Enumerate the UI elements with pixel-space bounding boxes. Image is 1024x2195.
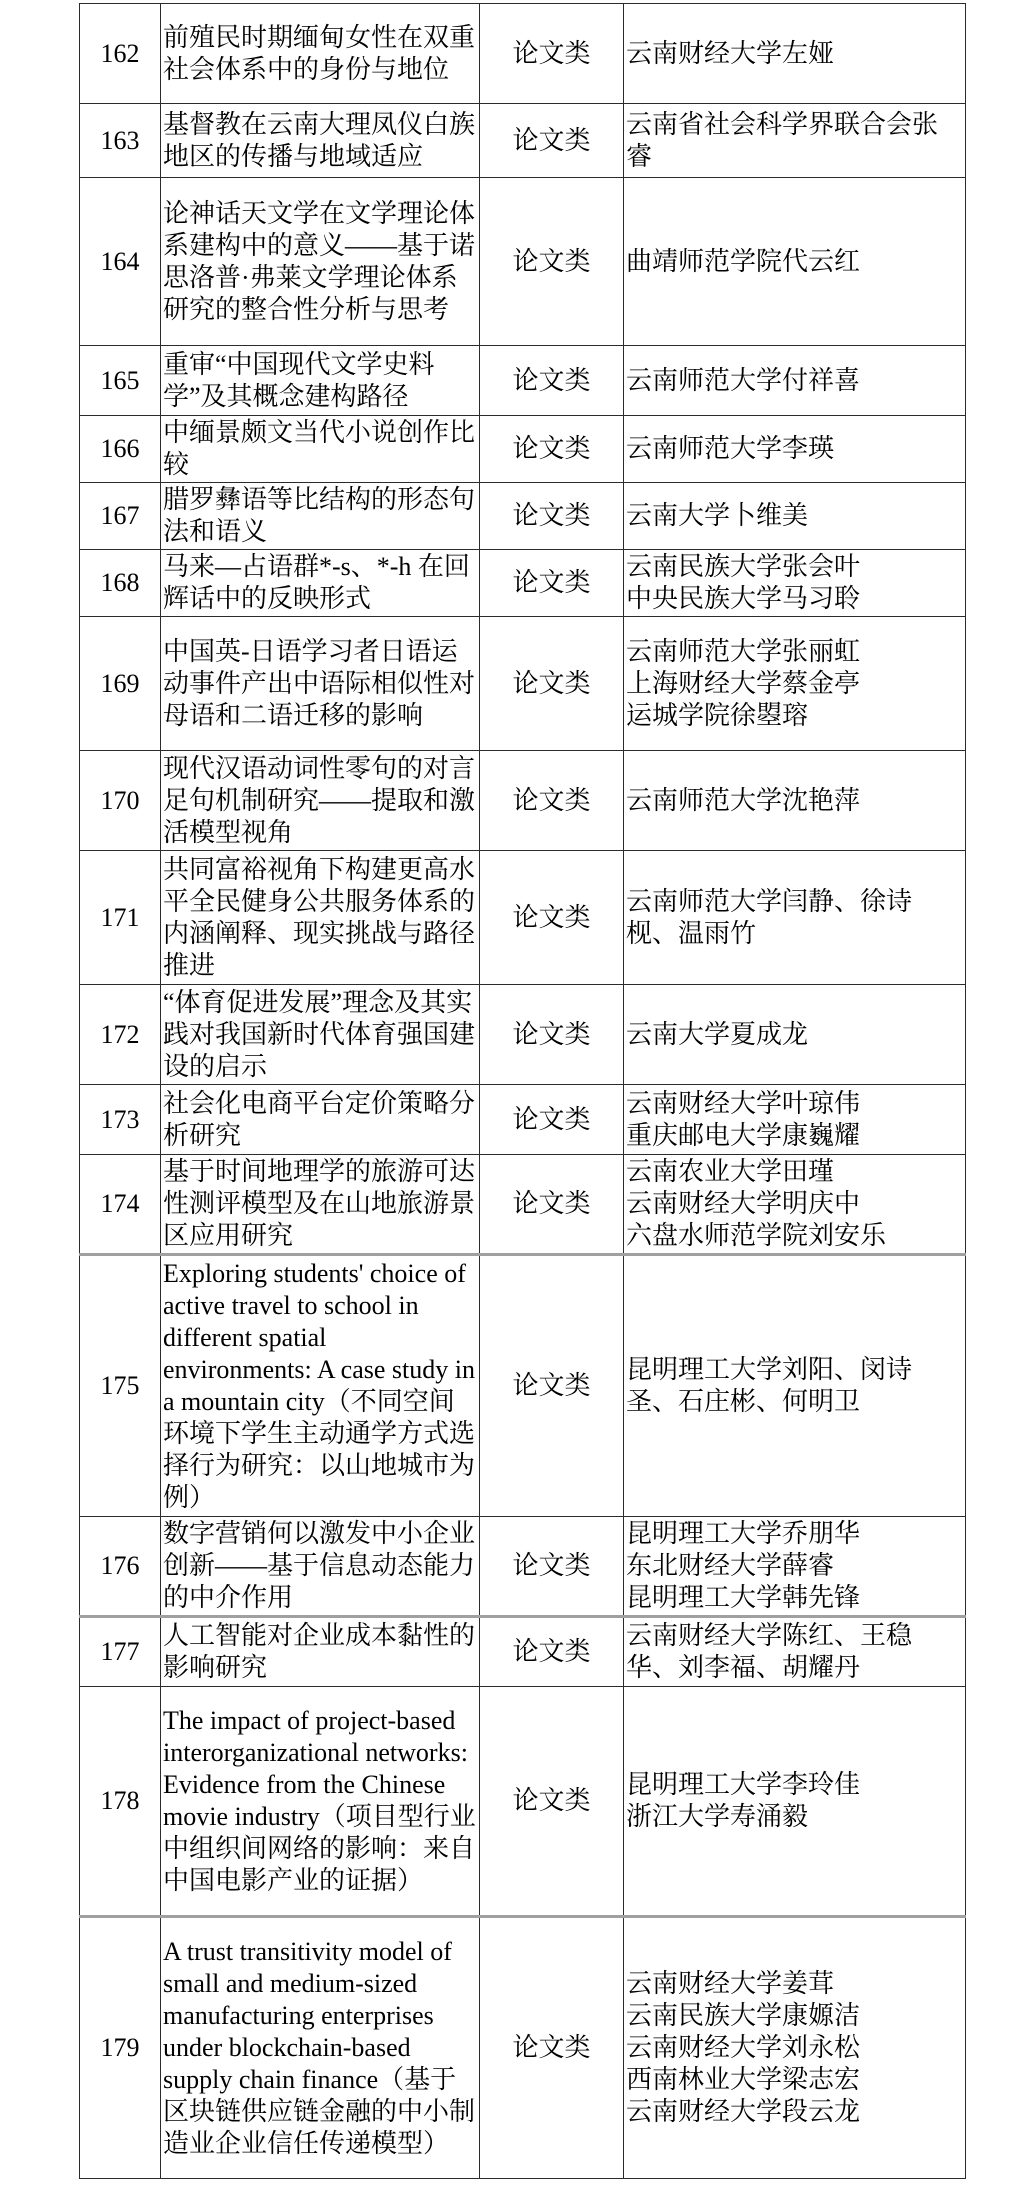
category-cell: 论文类 [480,178,624,346]
title-cell: Exploring students' choice of active travel to school in different spatial environments: A case study in a mountain city（不同空间环境下学生主动通学方式选择行为研究：以山地城市为例） [161,1255,480,1517]
author-line: 云南大学夏成龙 [626,1019,809,1049]
author-line: 云南财经大学明庆中 [626,1189,861,1218]
table-row [80,104,966,178]
author-line: 云南师范大学付祥喜 [626,365,861,395]
authors-cell [624,1517,966,1617]
author-line: 云南财经大学陈红、王稳华、刘李福、胡耀丹 [626,1621,913,1682]
author-line: 六盘水师范学院刘安乐 [626,1221,887,1250]
author-line: 云南财经大学叶琼伟 [626,1088,861,1118]
authors-cell [624,1917,966,2179]
authors-cell [624,1687,966,1917]
table-row [80,416,966,483]
title-cell: 现代汉语动词性零句的对言足句机制研究——提取和激活模型视角 [161,751,480,851]
author-line: 云南财经大学左娅 [626,38,835,68]
authors-cell [624,851,966,985]
table-row [80,1155,966,1255]
author-line: 云南师范大学闫静、徐诗枧、温雨竹 [626,886,913,948]
authors-cell [624,617,966,751]
title-cell: 人工智能对企业成本黏性的影响研究 [161,1617,480,1687]
authors-cell [624,751,966,851]
category-cell: 论文类 [480,346,624,416]
row-number-cell: 166 [80,416,161,483]
title-cell: 社会化电商平台定价策略分析研究 [161,1085,480,1155]
title-cell: 马来—占语群*-s、*-h 在回辉话中的反映形式 [161,550,480,617]
author-line: 上海财经大学蔡金亭 [626,668,861,698]
table-row [80,617,966,751]
table-row [80,483,966,550]
author-line: 昆明理工大学乔朋华 [626,1519,861,1548]
authors-cell [624,104,966,178]
title-cell: 重审“中国现代文学史料学”及其概念建构路径 [161,346,480,416]
authors-cell [624,416,966,483]
author-line: 云南大学卜维美 [626,501,809,530]
row-number-cell: 165 [80,346,161,416]
row-number-cell: 167 [80,483,161,550]
author-line: 昆明理工大学李玲佳 [626,1770,861,1799]
table-row [80,178,966,346]
row-number-cell: 179 [80,1917,161,2179]
title-cell: 共同富裕视角下构建更高水平全民健身公共服务体系的内涵阐释、现实挑战与路径推进 [161,851,480,985]
category-cell: 论文类 [480,104,624,178]
title-cell: 数字营销何以激发中小企业创新——基于信息动态能力的中介作用 [161,1517,480,1617]
category-cell: 论文类 [480,617,624,751]
table-row [80,1617,966,1687]
authors-cell [624,985,966,1085]
table-row [80,1255,966,1517]
author-line: 云南民族大学康嫄洁 [626,2001,861,2030]
authors-cell [624,1617,966,1687]
authors-cell [624,1255,966,1517]
author-line: 昆明理工大学韩先锋 [626,1583,861,1612]
author-line: 云南财经大学刘永松 [626,2033,861,2062]
authors-cell [624,4,966,104]
category-cell: 论文类 [480,4,624,104]
author-line: 重庆邮电大学康巍耀 [626,1120,861,1150]
title-cell: 中国英-日语学习者日语运动事件产出中语际相似性对母语和二语迁移的影响 [161,617,480,751]
category-cell: 论文类 [480,985,624,1085]
author-line: 中央民族大学马习聆 [626,584,861,613]
table-row [80,346,966,416]
category-cell: 论文类 [480,483,624,550]
author-line: 东北财经大学薛睿 [626,1551,835,1580]
category-cell: 论文类 [480,1517,624,1617]
category-cell: 论文类 [480,1255,624,1517]
category-cell: 论文类 [480,1085,624,1155]
author-line: 云南民族大学张会叶 [626,552,861,581]
title-cell: 腊罗彝语等比结构的形态句法和语义 [161,483,480,550]
awards-table-body [80,4,966,2179]
title-cell: 基于时间地理学的旅游可达性测评模型及在山地旅游景区应用研究 [161,1155,480,1255]
awards-table [79,3,966,2179]
title-cell: 中缅景颇文当代小说创作比较 [161,416,480,483]
row-number-cell: 177 [80,1617,161,1687]
authors-cell [624,483,966,550]
author-line: 浙江大学寿涌毅 [626,1802,809,1831]
category-cell: 论文类 [480,1687,624,1917]
row-number-cell: 173 [80,1085,161,1155]
category-cell: 论文类 [480,416,624,483]
author-line: 云南财经大学段云龙 [626,2097,861,2126]
author-line: 云南省社会科学界联合会张睿 [626,109,939,171]
table-row [80,4,966,104]
author-line: 云南师范大学沈艳萍 [626,785,861,815]
title-cell: The impact of project-based interorganizational networks: Evidence from the Chinese movie industry（项目型行业中组织间网络的影响：来自中国电影产业的证据） [161,1687,480,1917]
category-cell: 论文类 [480,1617,624,1687]
title-cell: 论神话天文学在文学理论体系建构中的意义——基于诺思洛普·弗莱文学理论体系研究的整合性分析与思考 [161,178,480,346]
author-line: 云南师范大学李瑛 [626,434,835,463]
row-number-cell: 174 [80,1155,161,1255]
row-number-cell: 162 [80,4,161,104]
category-cell: 论文类 [480,851,624,985]
row-number-cell: 172 [80,985,161,1085]
author-line: 曲靖师范学院代云红 [626,246,861,276]
title-cell: 前殖民时期缅甸女性在双重社会体系中的身份与地位 [161,4,480,104]
author-line: 运城学院徐曌瑢 [626,700,809,730]
title-cell: 基督教在云南大理凤仪白族地区的传播与地域适应 [161,104,480,178]
row-number-cell: 163 [80,104,161,178]
row-number-cell: 168 [80,550,161,617]
table-row [80,751,966,851]
row-number-cell: 178 [80,1687,161,1917]
authors-cell [624,178,966,346]
author-line: 云南农业大学田瑾 [626,1157,835,1186]
category-cell: 论文类 [480,1155,624,1255]
table-row [80,1687,966,1917]
row-number-cell: 171 [80,851,161,985]
authors-cell [624,550,966,617]
category-cell: 论文类 [480,550,624,617]
title-cell: A trust transitivity model of small and medium-sized manufacturing enterprises under blockchain-based supply chain finance（基于区块链供应链金融的中小制造业企业信任传递模型） [161,1917,480,2179]
row-number-cell: 169 [80,617,161,751]
table-row [80,1085,966,1155]
author-line: 云南师范大学张丽虹 [626,636,861,666]
table-row [80,1517,966,1617]
table-row [80,985,966,1085]
table-row [80,1917,966,2179]
authors-cell [624,1085,966,1155]
row-number-cell: 170 [80,751,161,851]
author-line: 西南林业大学梁志宏 [626,2065,861,2094]
table-row [80,550,966,617]
title-cell: “体育促进发展”理念及其实践对我国新时代体育强国建设的启示 [161,985,480,1085]
category-cell: 论文类 [480,1917,624,2179]
author-line: 云南财经大学姜茸 [626,1969,835,1998]
table-row [80,851,966,985]
authors-cell [624,346,966,416]
category-cell: 论文类 [480,751,624,851]
author-line: 昆明理工大学刘阳、闵诗圣、石庄彬、何明卫 [626,1355,913,1416]
authors-cell [624,1155,966,1255]
row-number-cell: 175 [80,1255,161,1517]
row-number-cell: 164 [80,178,161,346]
row-number-cell: 176 [80,1517,161,1617]
